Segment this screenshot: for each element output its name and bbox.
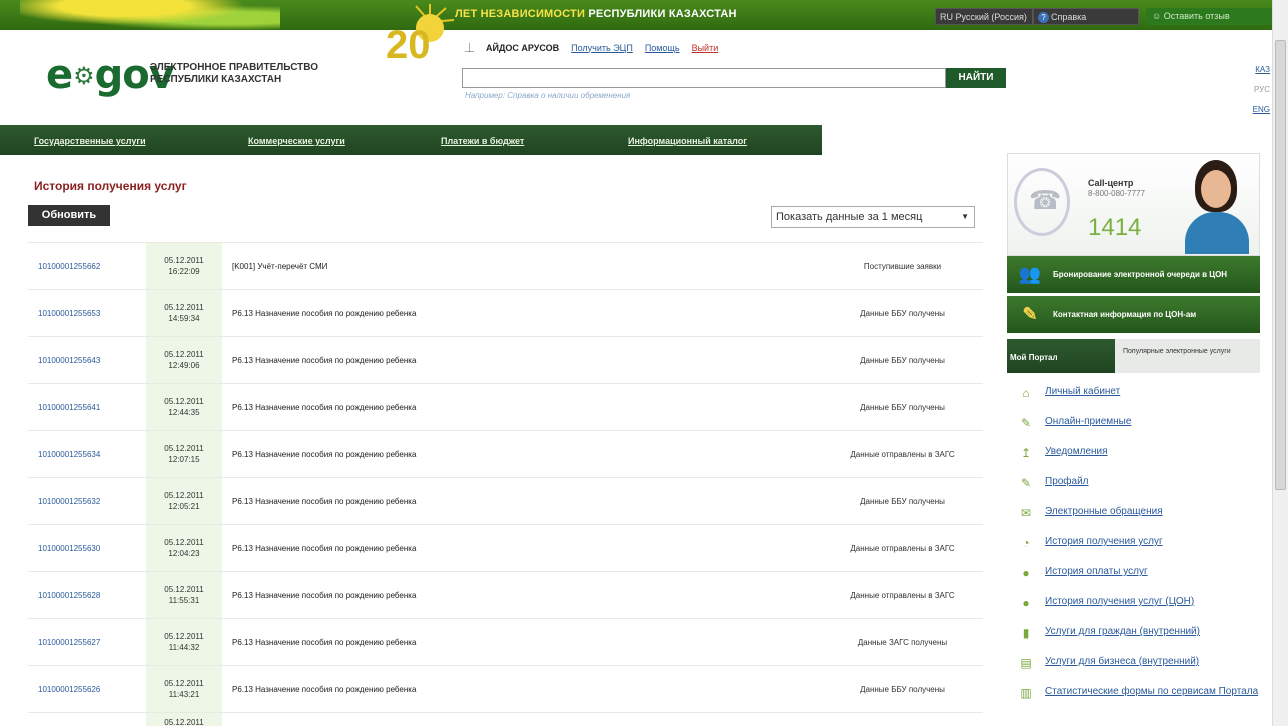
user-icon: ⏊	[465, 43, 475, 53]
payment-icon: ●	[1022, 566, 1030, 580]
table-row	[28, 383, 983, 430]
business-icon: ▤	[1020, 656, 1032, 670]
sidebar-link-item[interactable]	[1007, 560, 1260, 590]
period-value: Показать данные за 1 месяц	[776, 211, 923, 223]
con-contacts-button[interactable]	[1007, 296, 1260, 333]
request-date: 05.12.2011	[164, 303, 204, 312]
service-name: Р6.13 Назначение пособия по рождению ребенка	[232, 543, 417, 553]
request-status: Данные ЗАГС получены	[857, 637, 948, 647]
con-history-icon: ●	[1022, 596, 1030, 610]
request-date: 05.12.2011	[164, 444, 204, 453]
sidebar-links	[1007, 380, 1260, 710]
sidebar-link-item[interactable]	[1007, 590, 1260, 620]
service-name: Р6.13 Назначение пособия по рождению ребенка	[232, 637, 417, 647]
banner-title-highlight: ЛЕТ НЕЗАВИСИМОСТИ	[455, 8, 586, 20]
request-id-link[interactable]: 10100001255630	[38, 543, 101, 553]
table-row	[28, 665, 983, 712]
help-button[interactable]	[1033, 8, 1139, 25]
table-row	[28, 571, 983, 618]
request-date: 05.12.2011	[164, 585, 204, 594]
request-status: Данные ББУ получены	[860, 308, 945, 318]
language-select[interactable]: RU Русский (Россия)	[935, 8, 1033, 25]
request-time: 11:43:21	[168, 690, 200, 699]
sidebar-link-item[interactable]	[1007, 440, 1260, 470]
request-time: 12:44:35	[168, 408, 200, 417]
stats-icon: ▥	[1020, 686, 1032, 700]
request-time: 11:55:31	[168, 596, 200, 605]
table-row	[28, 289, 983, 336]
request-status: Данные ББУ получены	[860, 355, 945, 365]
logo-word: gov	[94, 52, 174, 98]
request-id-link[interactable]: 10100001255627	[38, 637, 101, 647]
request-time: 12:07:15	[168, 455, 200, 464]
request-time: 16:22:09	[168, 267, 200, 276]
main-navigation	[0, 125, 822, 155]
request-time: 14:59:34	[168, 314, 200, 323]
request-datetime	[146, 619, 222, 665]
pen-icon: ✎	[1020, 416, 1032, 430]
table-row	[28, 712, 983, 726]
history-icon: ◔	[1022, 536, 1030, 550]
request-id-link[interactable]: 10100001255662	[38, 261, 101, 271]
banner-title-rest: РЕСПУБЛИКИ КАЗАХСТАН	[585, 8, 737, 20]
request-id-link[interactable]: 10100001255641	[38, 402, 101, 412]
language-links	[1250, 60, 1270, 120]
lang-eng-link[interactable]: ENG	[1252, 105, 1270, 114]
contacts-icon: ✎	[1022, 304, 1038, 324]
table-row	[28, 242, 983, 289]
operator-image	[1181, 156, 1251, 254]
feedback-label: Оставить отзыв	[1163, 11, 1230, 21]
independence-emblem	[380, 2, 456, 70]
vertical-scrollbar[interactable]	[1272, 0, 1288, 726]
sidebar-link-item[interactable]	[1007, 530, 1260, 560]
logo-subtitle-line1: ЭЛЕКТРОННОЕ ПРАВИТЕЛЬСТВО	[150, 62, 319, 73]
con-contacts-label: Контактная информация по ЦОН-ам	[1053, 310, 1197, 319]
home-icon: ⌂	[1022, 386, 1030, 400]
call-center-label: Call-центр	[1088, 178, 1134, 188]
request-status: Данные ББУ получены	[860, 496, 945, 506]
request-id-link[interactable]: 10100001255628	[38, 590, 101, 600]
banner-title	[455, 8, 737, 20]
nav-info-catalog[interactable]: Информационный каталог	[628, 136, 748, 146]
help-link[interactable]: Помощь	[644, 42, 680, 53]
sidebar-link-item[interactable]	[1007, 620, 1260, 650]
queue-icon: 👥	[1018, 264, 1042, 284]
table-row	[28, 336, 983, 383]
logo-subtitle-line2: РЕСПУБЛИКИ КАЗАХСТАН	[150, 74, 282, 85]
request-datetime	[146, 666, 222, 712]
service-name: Р6.13 Назначение пособия по рождению ребенка	[232, 684, 417, 694]
feedback-button[interactable]: ☺ Оставить отзыв	[1146, 8, 1272, 25]
request-date: 05.12.2011	[164, 538, 204, 547]
request-datetime	[146, 431, 222, 477]
table-row	[28, 477, 983, 524]
service-name: Р6.13 Назначение пособия по рождению ребенка	[232, 355, 417, 365]
request-time: 12:05:21	[168, 502, 200, 511]
services-history-table	[28, 242, 983, 726]
request-datetime	[146, 572, 222, 618]
notification-icon: ↥	[1020, 446, 1032, 460]
logo-gear-icon: ⚙	[73, 62, 94, 90]
table-row	[28, 524, 983, 571]
refresh-button[interactable]: Обновить	[28, 205, 110, 226]
request-status: Поступившие заявки	[863, 261, 942, 271]
appeal-icon: ✉	[1020, 506, 1032, 520]
user-name: АЙДОС АРУСОВ	[486, 42, 560, 53]
request-time: 12:49:06	[168, 361, 200, 370]
request-date: 05.12.2011	[164, 491, 204, 500]
sidebar-link[interactable]: Услуги для бизнеса (внутренний)	[1045, 656, 1200, 667]
call-center-panel	[1007, 153, 1260, 256]
request-datetime	[146, 384, 222, 430]
request-date: 05.12.2011	[164, 350, 204, 359]
request-id-link[interactable]: 10100001255626	[38, 684, 101, 694]
page-title: История получения услуг	[34, 179, 187, 193]
request-time: 12:04:23	[168, 549, 200, 558]
request-datetime	[146, 243, 222, 289]
service-name: Р6.13 Назначение пособия по рождению ребенка	[232, 308, 417, 318]
call-center-short-number: 1414	[1088, 214, 1142, 241]
call-center-phone: 8-800-080-7777	[1088, 189, 1145, 198]
sidebar-link[interactable]: Уведомления	[1045, 446, 1108, 457]
service-name: [K001] Учёт-перечёт СМИ	[232, 261, 328, 271]
sidebar-link[interactable]: Услуги для граждан (внутренний)	[1045, 626, 1200, 637]
sidebar-link-item[interactable]	[1007, 650, 1260, 680]
request-datetime	[146, 525, 222, 571]
request-status: Данные ББУ получены	[860, 684, 945, 694]
sidebar-link-item[interactable]	[1007, 410, 1260, 440]
sidebar-link-item[interactable]	[1007, 470, 1260, 500]
request-status: Данные ББУ получены	[860, 402, 945, 412]
sidebar-link[interactable]: История получения услуг (ЦОН)	[1045, 596, 1195, 607]
search-input[interactable]	[462, 68, 946, 88]
sidebar-link[interactable]: Онлайн-приемные	[1045, 416, 1132, 427]
request-datetime	[146, 337, 222, 383]
tab-my-portal[interactable]: Мой Портал	[1007, 339, 1115, 373]
service-name: Р6.13 Назначение пособия по рождению ребенка	[232, 590, 417, 600]
request-id-link[interactable]: 10100001255653	[38, 308, 101, 318]
get-eds-link[interactable]: Получить ЭЦП	[571, 42, 633, 53]
search-hint: Например: Справка о наличии обременения	[465, 91, 631, 100]
top-banner	[0, 0, 1272, 30]
request-datetime	[146, 290, 222, 336]
request-time: 11:44:32	[168, 643, 200, 652]
chevron-down-icon: ▼	[961, 212, 969, 221]
banner-decoration	[20, 0, 280, 30]
sidebar-link[interactable]: История получения услуг	[1045, 536, 1163, 547]
logo-subtitle	[150, 62, 318, 86]
nav-government-services[interactable]: Государственные услуги	[34, 136, 146, 146]
request-date: 05.12.2011	[164, 679, 204, 688]
search-button[interactable]: НАЙТИ	[946, 68, 1006, 88]
scrollbar-thumb[interactable]	[1275, 40, 1286, 490]
nav-budget-payments[interactable]: Платежи в бюджет	[441, 136, 525, 146]
sidebar-link[interactable]: Электронные обращения	[1045, 506, 1163, 517]
period-select[interactable]	[771, 206, 975, 228]
service-name: Р6.13 Назначение пособия по рождению ребенка	[232, 449, 417, 459]
sidebar-link-item[interactable]	[1007, 680, 1260, 710]
sidebar-link-item[interactable]	[1007, 500, 1260, 530]
phone-icon	[1014, 168, 1070, 236]
logout-link[interactable]: Выйти	[691, 42, 719, 53]
sidebar-link[interactable]: Профайл	[1045, 476, 1089, 487]
sidebar-link-item[interactable]	[1007, 380, 1260, 410]
request-date: 05.12.2011	[146, 713, 222, 726]
request-date: 05.12.2011	[164, 397, 204, 406]
sidebar-link[interactable]: История оплаты услуг	[1045, 566, 1148, 577]
sidebar-link[interactable]: Личный кабинет	[1045, 386, 1121, 397]
emblem-number: 20	[386, 23, 431, 67]
lang-rus-current: РУС	[1253, 85, 1270, 94]
request-id-link[interactable]: 10100001255643	[38, 355, 101, 365]
request-status: Данные отправлены в ЗАГС	[850, 543, 955, 553]
book-queue-label: Бронирование электронной очереди в ЦОН	[1053, 270, 1228, 279]
portal-tabs	[1007, 339, 1260, 373]
tab-popular-services[interactable]: Популярные электронные услуги	[1115, 339, 1260, 373]
request-status: Данные отправлены в ЗАГС	[850, 590, 955, 600]
nav-commercial-services[interactable]: Коммерческие услуги	[248, 136, 345, 146]
service-name: Р6.13 Назначение пособия по рождению ребенка	[232, 402, 417, 412]
logo-letter: e	[46, 52, 73, 98]
lang-kaz-link[interactable]: КАЗ	[1255, 65, 1270, 74]
request-datetime	[146, 478, 222, 524]
sidebar-link[interactable]: Статистические формы по сервисам Портала	[1045, 686, 1259, 697]
service-name: Р6.13 Назначение пособия по рождению ребенка	[232, 496, 417, 506]
profile-icon: ✎	[1020, 476, 1032, 490]
user-bar	[465, 41, 718, 54]
citizen-icon: ▮	[1022, 626, 1030, 640]
request-date: 05.12.2011	[164, 256, 204, 265]
request-id-link[interactable]: 10100001255632	[38, 496, 101, 506]
request-status: Данные отправлены в ЗАГС	[850, 449, 955, 459]
table-row	[28, 430, 983, 477]
book-queue-button[interactable]	[1007, 256, 1260, 293]
request-id-link[interactable]: 10100001255634	[38, 449, 101, 459]
help-icon: ?	[1038, 12, 1049, 23]
help-label: Справка	[1051, 12, 1087, 22]
table-row	[28, 618, 983, 665]
request-date: 05.12.2011	[164, 632, 204, 641]
